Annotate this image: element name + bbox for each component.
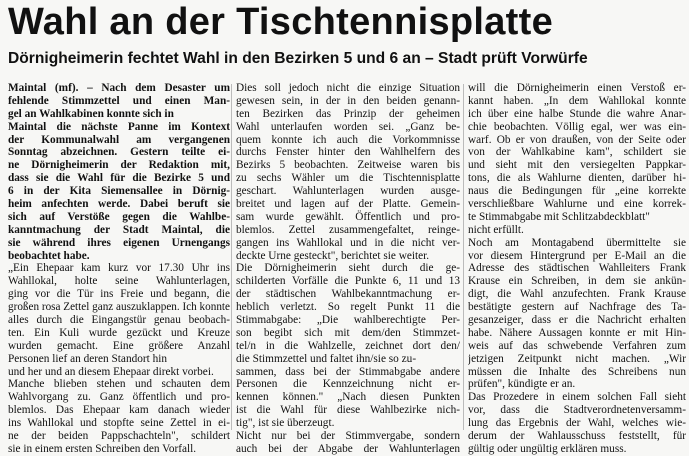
article-text-line: Maintal (mf). – Nach dem Desaster um [8,82,230,94]
article-text-line: sich auf Verstöße gegen die Wahlbe- [8,210,230,223]
article-text-line: blemlos. Zettel zusammengefaltet, reinge- [236,223,460,236]
article-text-line: 6 in der Kita Siemensallee in Dörnig- [8,185,230,198]
article-text-line: tel/n in die Wahlzelle, zeichnet dort den/ [236,339,460,352]
article-subheadline: Dörnigheimerin fechtet Wahl in den Bezirken 5 und 6 an – Stadt prüft Vorwürfe [8,50,588,67]
article-text-line: Adresse des städtischen Wahlleiters Frank [468,262,686,275]
article-text-line: Personen die Kennzeichnung nicht er- [236,378,460,391]
article-text-line: Krause ein Schreiben, in dem sie ankün- [468,275,686,288]
article-text-line: bestätigte gestern auf Nachfrage des Ta- [468,301,686,314]
article-text-line: habe. Nähere Aussagen konnte er mit Hin- [468,326,686,339]
article-text-line: Dies soll jedoch nicht die einzige Situation [236,82,460,94]
article-text-line: auch bei der Abgabe der Wahlunterlagen [236,442,460,455]
article-text-line: fehlende Stimmzettel und einen Man- [8,94,230,107]
article-text-line: Das Prozedere in einem solchen Fall sieht [468,391,686,404]
article-column-3 [468,82,686,456]
article-text-line: Wahl unterlaufen worden sei. „Ganz be- [236,120,460,133]
article-text-line: ne Dörnigheimerin der Redaktion mit, [8,159,230,172]
article-text-line: alles durch die Eingangstür genau beobach- [8,314,230,327]
article-text-line: Maintal die nächste Panne im Kontext [8,120,230,133]
article-text-line: geschart. Wahlunterlagen wurden ausge- [236,185,460,198]
article-text-line: ist die Wahl für diese Wahlbezirke nich- [236,404,460,417]
article-text-line: vor diesem Hintergrund per E-Mail an die [468,249,686,262]
article-text-line: deckte Urne gesteckt", berichtet sie weiter. [236,249,430,262]
article-text-line: will die Dörnigheimerin einen Verstoß er- [468,82,686,94]
article-text-line: Noch am Montagabend übermittelte sie [468,236,686,249]
article-text-line: Stimmabgabe: „Die wahlberechtigte Per- [236,314,460,327]
article-text-line: von der Wahlkabine kam", schildert sie [468,146,686,159]
article-text-line: und sieht mit den versiegelten Pappkar- [468,159,686,172]
article-text-line: Sonntag abzeichnen. Gestern teilte ei- [8,146,230,159]
article-text-line: gesanzeiger, dass er die Nachricht erhalten [468,314,686,327]
article-text-line: son begibt sich mit dem/den Stimmzet- [236,326,460,339]
article-text-line: kanntmachung der Stadt Maintal, die [8,223,230,236]
article-text-line: gel an Wahlkabinen konnte sich in [8,107,174,120]
article-text-line: gewesen sein, in der in den beiden genann- [236,94,460,107]
article-text-line: ging vor die Tür ins Freie und begann, die [8,288,230,301]
article-text-line: digt, die Wahl anzufechten. Frank Krause [468,288,686,301]
article-text-line: „Ein Ehepaar kam kurz vor 17.30 Uhr ins [8,262,230,275]
article-text-line: zu sechs Wähler um die Tischtennisplatte [236,172,460,185]
article-text-line: großen rosa Zettel ganz auszuklappen. Ich konnte [8,301,230,314]
column-divider [463,84,464,430]
article-column-1 [8,82,230,456]
article-text-line: gangen ins Wahllokal und in die nicht ver- [236,236,460,249]
article-text-line: warf. Ob er von draußen, von der Seite oder [468,133,686,146]
article-text-line: kennen können." „Nach diesen Punkten [236,391,460,404]
article-text-line: müssen die Inhalte des Schreibens nun [468,365,686,378]
article-text-line: und her und an diesem Ehepaar direkt vorbei. [8,365,214,378]
article-text-line: sam wurde gewählt. Öffentlich und pro- [236,210,460,223]
article-text-line: Personen lief an deren Standort hin [8,352,168,365]
article-text-line: weis auf das schwebende Verfahren zum [468,339,686,352]
article-text-line: der städtischen Wahlbekanntmachung er- [236,288,460,301]
article-text-line: ich über eine halbe Stunde die wahre Anar- [468,107,686,120]
article-text-line: lung das Ergebnis der Wahl, welches wie- [468,417,686,430]
article-text-line: blemlos. Das Ehepaar kam danach wieder [8,404,230,417]
article-text-line: tons, die als Wahlurne dienten, darüber hi- [468,172,686,185]
article-text-line: te Stimmabgabe mit Schlitzabdeckblatt" [468,210,650,223]
article-text-line: quem konnte ich auch die Vorkommnisse [236,133,460,146]
article-text-line: Die Dörnigheimerin sieht durch die ge- [236,262,460,275]
article-text-line: durchs Fenster hinter den Wahlhelfern des [236,146,460,159]
article-text-line: Nicht nur bei der Stimmvergabe, sondern [236,430,460,443]
article-text-line: beobachtet habe. [8,249,90,262]
article-text-line: Manche blieben stehen und schauten dem [8,378,230,391]
article-text-line: sammen, dass bei der Stimmabgabe andere [236,365,460,378]
article-text-line: heim anfechten werde. Dabei beruft sie [8,198,230,211]
article-text-line: sie während ihres eigenen Urnengangs [8,236,230,249]
article-text-line: wurden gemacht. Eine größere Anzahl [8,339,230,352]
article-text-line: tig", ist sie überzeugt. [236,417,335,430]
column-divider [231,84,232,430]
article-text-line: vor, dass die Stadtverordnetenversamm- [468,404,686,417]
article-text-line: Bezirks 5 beobachten. Zeitweise waren bis [236,159,460,172]
article-text-line: schilderten Vorfälle die Punkte 6, 11 und 13 [236,275,460,288]
article-column-2 [236,82,460,456]
article-text-line: sie in einem ersten Schreiben den Vorfall. [8,442,197,455]
article-text-line: chie beobachten. Völlig egal, wer was ein- [468,120,686,133]
article-text-line: breitet und lagen auf der Platte. Gemein- [236,198,460,211]
article-text-line: jetzigen Zeitpunkt nicht machen. „Wir [468,352,686,365]
article-text-line: ins Wahllokal und stopfte seine Zettel in ei- [8,417,230,430]
article-text-line: nicht erfüllt. [468,223,524,236]
article-text-line: ten. Ein Kuli wurde gezückt und Kreuze [8,326,230,339]
article-text-line: kannt haben. „In dem Wahllokal konnte [468,94,686,107]
article-text-line: derum der Wahlausschuss feststellt, für [468,430,686,443]
article-text-line: der Kommunalwahl am vergangenen [8,133,230,146]
article-text-line: gültig oder ungültig erklären muss. [468,442,627,455]
article-text-line: Wahllokal, holte seine Wahlunterlagen, [8,275,230,288]
article-text-line: ne der beiden Pappschachteln", schildert [8,430,230,443]
article-text-line: dass sie die Wahl für die Bezirke 5 und [8,172,230,185]
article-headline: Wahl an der Tischtennisplatte [8,1,554,43]
article-text-line: heblich verletzt. So regelt Punkt 11 die [236,301,460,314]
article-text-line: prüfen", kündigte er an. [468,378,576,391]
article-text-line: die Stimmzettel und faltet ihn/sie so zu- [236,352,417,365]
article-text-line: verschließbare Wahlurne und eine korrek- [468,198,686,211]
article-text-line: naus die Bedingungen für „eine korrekte [468,185,686,198]
article-text-line: Wahlvorgang zu. Ganz öffentlich und pro- [8,391,230,404]
article-text-line: ten Bezirken das Prinzip der geheimen [236,107,460,120]
